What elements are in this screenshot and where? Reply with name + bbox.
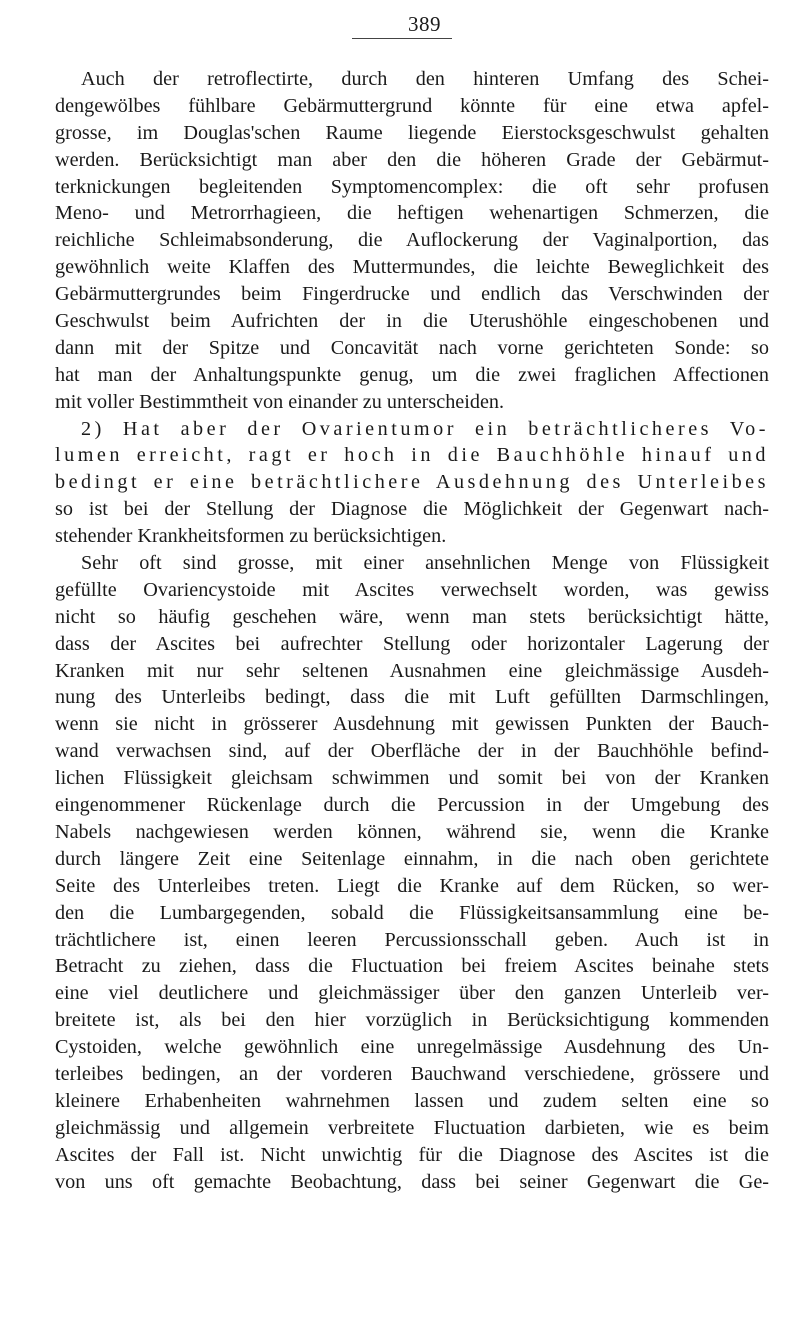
text-line: terknickungen begleitenden Symptomencomplex: die oft sehr profusen [55, 175, 769, 198]
text-line: dengewölbes fühlbare Gebärmuttergrund könnte für eine etwa apfel- [55, 94, 769, 117]
text-line: Auch der retroflectirte, durch den hinteren Umfang des Schei- [81, 68, 769, 90]
text-line: von uns oft gemachte Beobachtung, dass bei seiner Gegenwart die Ge- [55, 1170, 769, 1193]
text-line: terleibes bedingen, an der vorderen Bauchwand verschiedene, grössere und [55, 1062, 769, 1085]
text-line: nung des Unterleibs bedingt, dass die mit Luft gefüllten Darmschlingen, [55, 686, 769, 709]
text-line: werden. Berücksichtigt man aber den die höheren Grade der Gebärmut- [55, 148, 769, 171]
text-line: Meno- und Metrorrhagieen, die heftigen wehenartigen Schmerzen, die [55, 202, 769, 225]
text-line: Cystoiden, welche gewöhnlich eine unregelmässige Ausdehnung des Un- [55, 1036, 769, 1059]
text-line: gefüllte Ovariencystoide mit Ascites verwechselt worden, was gewiss [55, 578, 769, 601]
text-line: grosse, im Douglas'schen Raume liegende Eierstocksgeschwulst gehalten [55, 121, 769, 144]
text-line: eine viel deutlichere und gleichmässiger über den ganzen Unterleib ver- [55, 982, 769, 1005]
text-line: Gebärmuttergrundes beim Fingerdrucke und endlich das Verschwinden der [55, 283, 769, 306]
text-line: Betracht zu ziehen, dass die Fluctuation bei freiem Ascites beinahe stets [55, 955, 769, 978]
text-line: reichliche Schleimabsonderung, die Auflockerung der Vaginalportion, das [55, 229, 769, 252]
text-line: Sehr oft sind grosse, mit einer ansehnlichen Menge von Flüssigkeit [81, 552, 769, 575]
text-line: bedingt er eine beträchtlichere Ausdehnung des Unterleibes [55, 471, 769, 494]
text-line: wenn sie nicht in grösserer Ausdehnung mit gewissen Punkten der Bauch- [55, 713, 769, 736]
text-line: 2) Hat aber der Ovarientumor ein beträchtlicheres Vo- [81, 417, 769, 440]
text-line: kleinere Erhabenheiten wahrnehmen lassen und zudem selten eine so [55, 1089, 769, 1112]
text-line: lichen Flüssigkeit gleichsam schwimmen und somit bei von der Kranken [55, 767, 769, 790]
text-line: trächtlichere ist, einen leeren Percussionsschall geben. Auch ist in [55, 928, 769, 951]
text-line: Ascites der Fall ist. Nicht unwichtig für die Diagnose des Ascites ist die [55, 1143, 769, 1166]
text-line: Geschwulst beim Aufrichten der in die Uterushöhle eingeschobenen und [55, 310, 769, 333]
text-line: Seite des Unterleibes treten. Liegt die Kranke auf dem Rücken, so wer- [55, 874, 769, 897]
text-line: lumen erreicht, ragt er hoch in die Bauchhöhle hinauf und [55, 444, 769, 467]
text-line: nicht so häufig geschehen wäre, wenn man stets berücksichtigt hätte, [55, 605, 769, 628]
page-number: 389 [408, 12, 441, 36]
text-line: den die Lumbargegenden, sobald die Flüssigkeitsansammlung eine be- [55, 901, 769, 924]
text-line: wand verwachsen sind, auf der Oberfläche der in der Bauchhöhle befind- [55, 740, 769, 763]
text-line: gleichmässig und allgemein verbreitete Fluctuation darbieten, wie es beim [55, 1116, 769, 1139]
text-line: hat man der Anhaltungspunkte genug, um die zwei fraglichen Affectionen [55, 363, 769, 386]
text-line: so ist bei der Stellung der Diagnose die Möglichkeit der Gegenwart nach- [55, 498, 769, 521]
body-text [55, 66, 769, 1195]
text-line: stehender Krankheitsformen zu berücksichtigen. [55, 525, 447, 548]
text-line: breitete ist, als bei den hier vorzüglich in Berücksichtigung kommenden [55, 1009, 769, 1032]
text-line: durch längere Zeit eine Seitenlage einnahm, in die nach oben gerichtete [55, 847, 769, 870]
text-line: dass der Ascites bei aufrechter Stellung oder horizontaler Lagerung der [55, 632, 769, 655]
text-line: eingenommener Rückenlage durch die Percussion in der Umgebung des [55, 794, 769, 817]
page-number-underline [352, 38, 452, 39]
text-line: gewöhnlich weite Klaffen des Muttermundes, die leichte Beweglichkeit des [55, 256, 769, 279]
text-line: Kranken mit nur sehr seltenen Ausnahmen eine gleichmässige Ausdeh- [55, 659, 769, 682]
text-line: mit voller Bestimmtheit von einander zu unterscheiden. [55, 390, 505, 413]
text-line: dann mit der Spitze und Concavität nach vorne gerichteten Sonde: so [55, 336, 769, 359]
text-line: Nabels nachgewiesen werden können, während sie, wenn die Kranke [55, 820, 769, 843]
